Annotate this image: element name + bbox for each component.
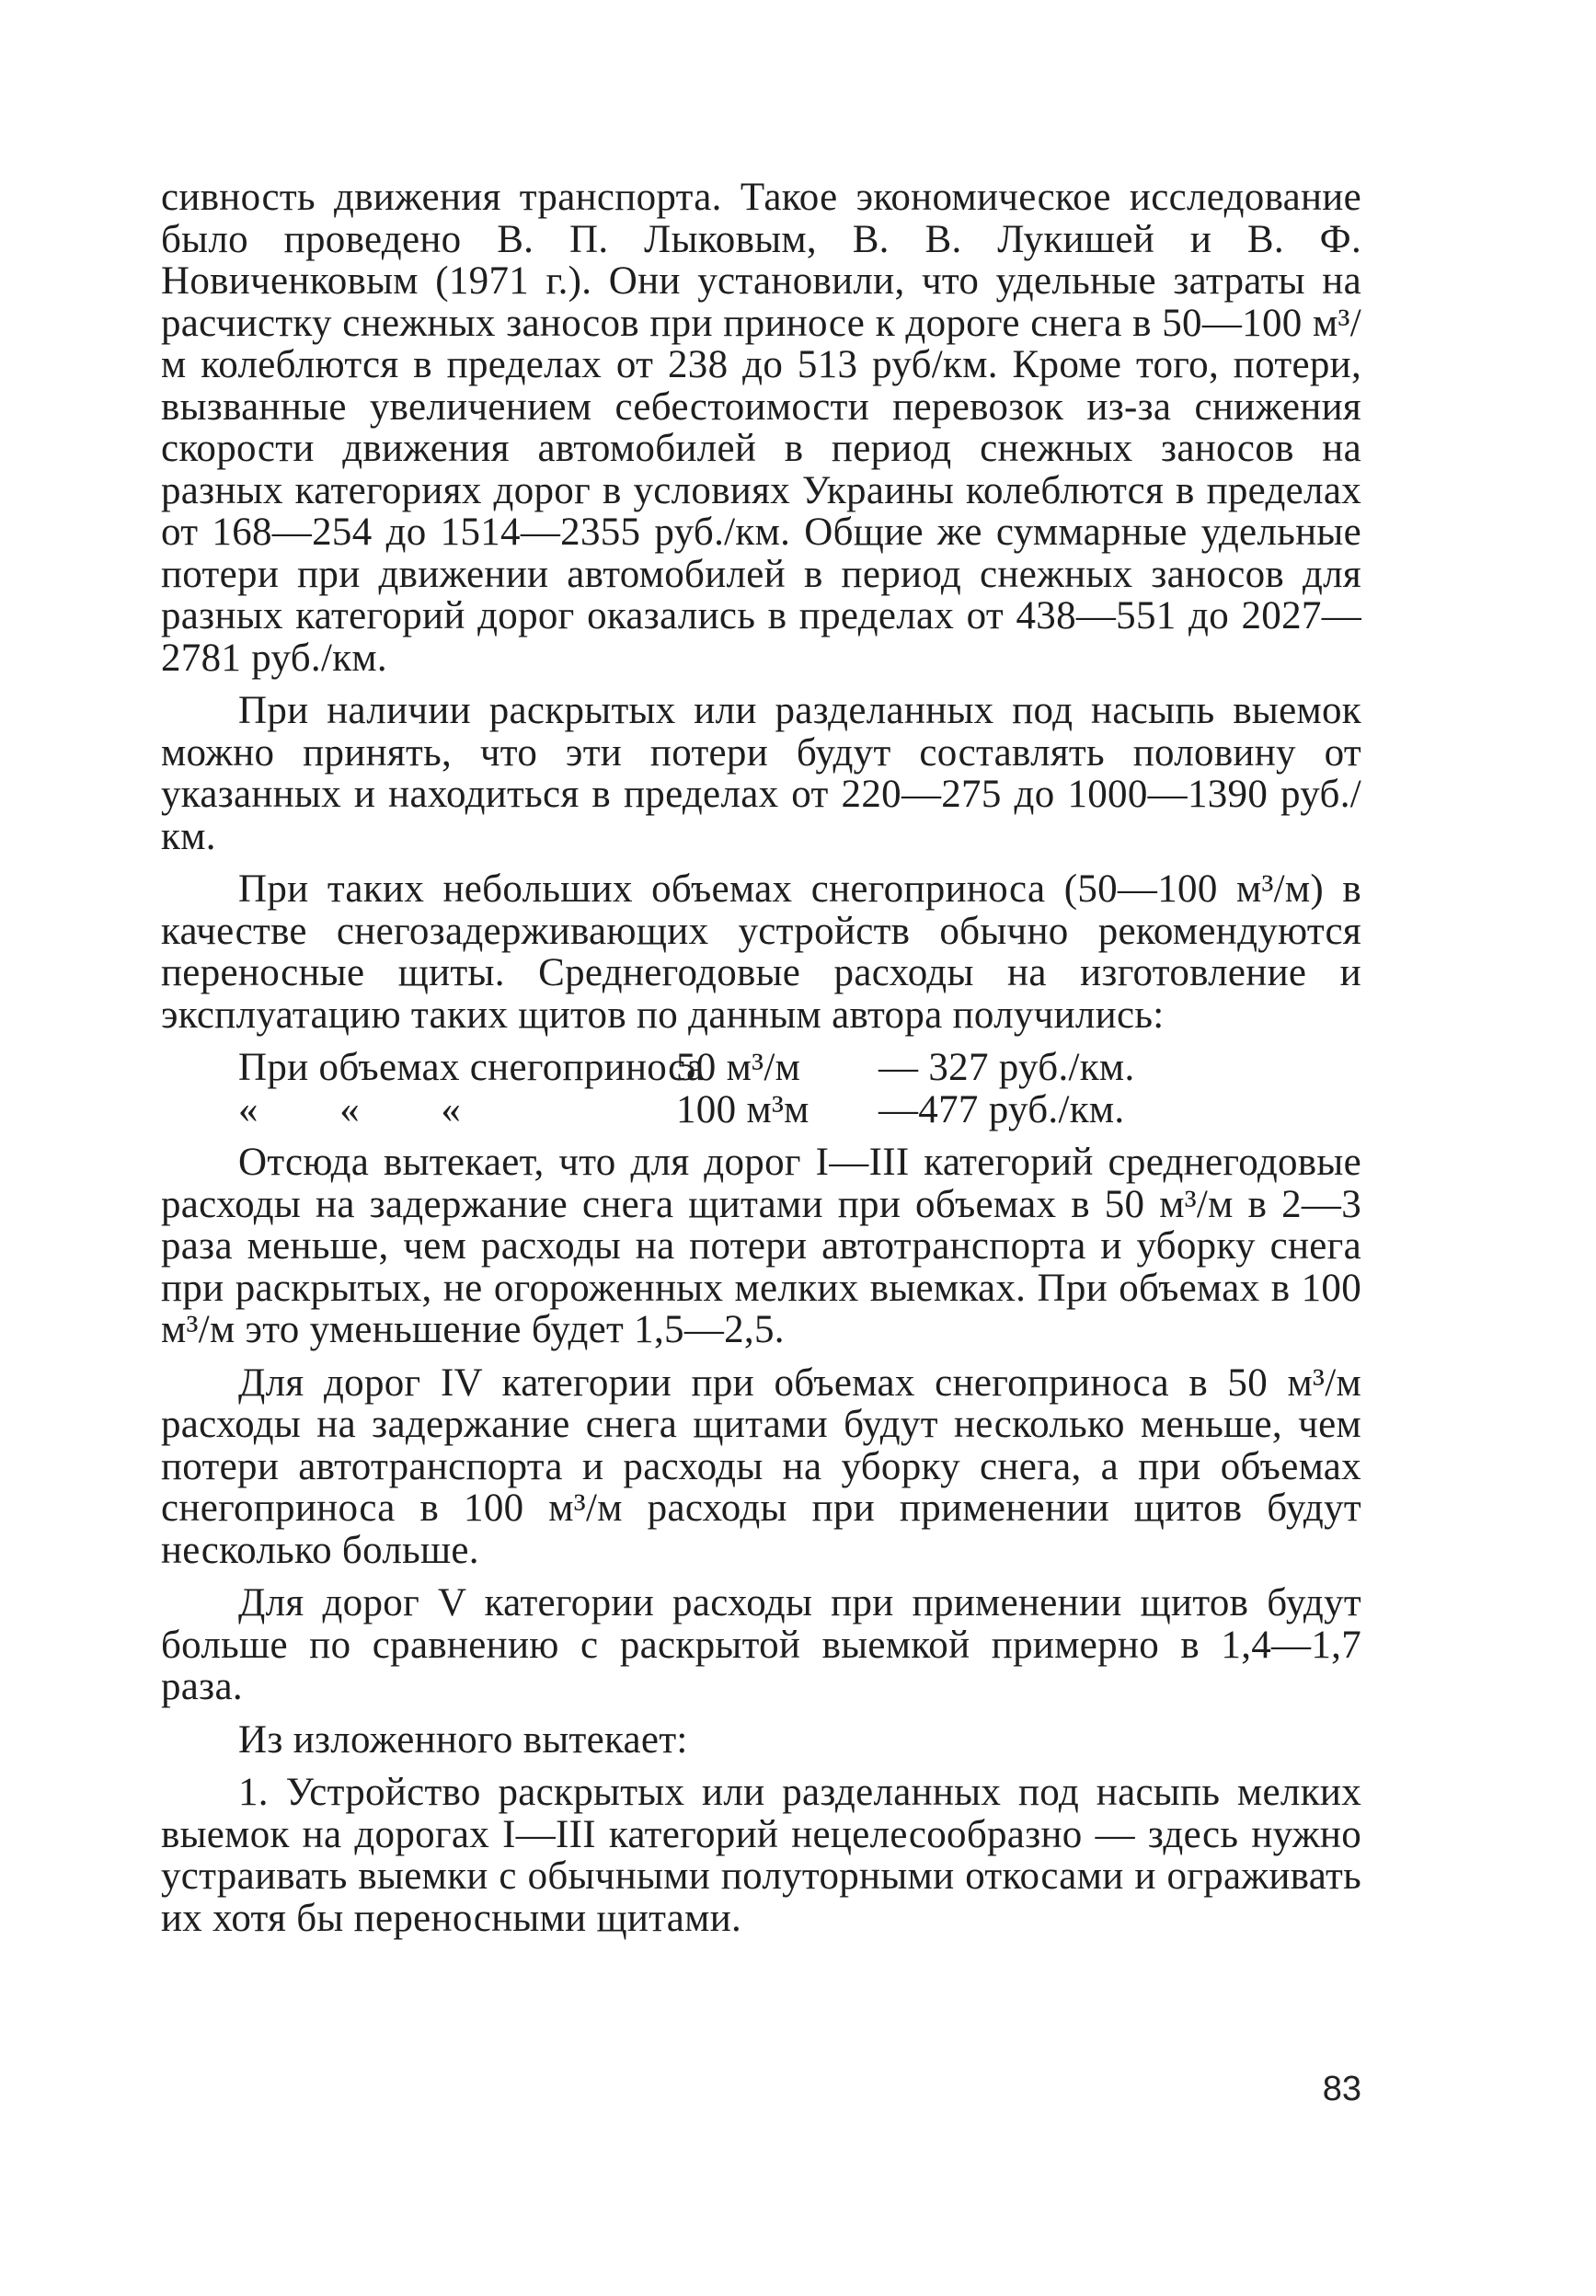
rate-ditto: « « « bbox=[238, 1087, 462, 1131]
paragraph: Для дорог IV категории при объемах снегоприноса в 50 м³/м расходы на задержание снега щитами будут несколько меньше, чем потери автотранспорта и расходы на уборку снега, а при объемах снегоприноса в 100 м³/м расходы при применении щитов будут несколько больше. bbox=[161, 1360, 1361, 1572]
rate-line bbox=[161, 1089, 1361, 1131]
paragraph: Из изложенного вытекает: bbox=[238, 1717, 688, 1762]
rate-volume: 50 м³/м bbox=[676, 1046, 801, 1089]
rate-line bbox=[161, 1047, 1361, 1089]
rate-cost: —477 руб./км. bbox=[878, 1087, 1125, 1131]
paragraph: сивность движения транспорта. Такое экономическое исследование было проведено В. П. Лыковым, В. В. Лукишей и В. Ф. Новиченковым (1971 г.). Они установили, что удельные затраты на расчистку снежных заносов при приносе к дороге снега в 50—100 м³/м колеблются в пределах от 238 до 513 руб/км. Кроме того, потери, вызванные увеличением себестоимости перевозок из-за снижения скорости движения автомобилей в период снежных заносов на разных категориях дорог в условиях Украины колеблются в пределах от 168—254 до 1514—2355 руб./км. Общие же суммарные удельные потери при движении автомобилей в период снежных заносов для разных категорий дорог оказались в пределах от 438—551 до 2027—2781 руб./км. bbox=[161, 176, 1361, 680]
rate-cost: — 327 руб./км. bbox=[878, 1046, 1135, 1089]
body-text bbox=[161, 177, 1361, 1950]
paragraph: Для дорог V категории расходы при применении щитов будут больше по сравнению с раскрытой выемкой примерно в 1,4—1,7 раза. bbox=[161, 1581, 1361, 1708]
rate-prefix: При объемах снегоприноса bbox=[238, 1046, 705, 1089]
paragraph: При наличии раскрытых или разделанных под насыпь выемок можно принять, что эти потери будут составлять половину от указанных и находиться в пределах от 220—275 до 1000—1390 руб./км. bbox=[161, 689, 1361, 858]
paragraph: Отсюда вытекает, что для дорог I—III категорий среднегодовые расходы на задержание снега щитами при объемах в 50 м³/м в 2—3 раза меньше, чем расходы на потери автотранспорта и уборку снега при раскрытых, не огороженных мелких выемках. При объемах в 100 м³/м это уменьшение будет 1,5—2,5. bbox=[161, 1141, 1361, 1351]
paragraph: 1. Устройство раскрытых или разделанных под насыпь мелких выемок на дорогах I—III категорий нецелесообразно — здесь нужно устраивать выемки с обычными полуторными откосами и ограживать их хотя бы переносными щитами. bbox=[161, 1771, 1361, 1940]
rate-list bbox=[161, 1047, 1361, 1131]
rate-volume: 100 м³м bbox=[676, 1087, 809, 1131]
page-number: 83 bbox=[1322, 2070, 1361, 2108]
paragraph: При таких небольших объемах снегоприноса (50—100 м³/м) в качестве снегозадерживающих устройств обычно рекомендуются переносные щиты. Среднегодовые расходы на изготовление и эксплуатацию таких щитов по данным автора получились: bbox=[161, 867, 1361, 1037]
